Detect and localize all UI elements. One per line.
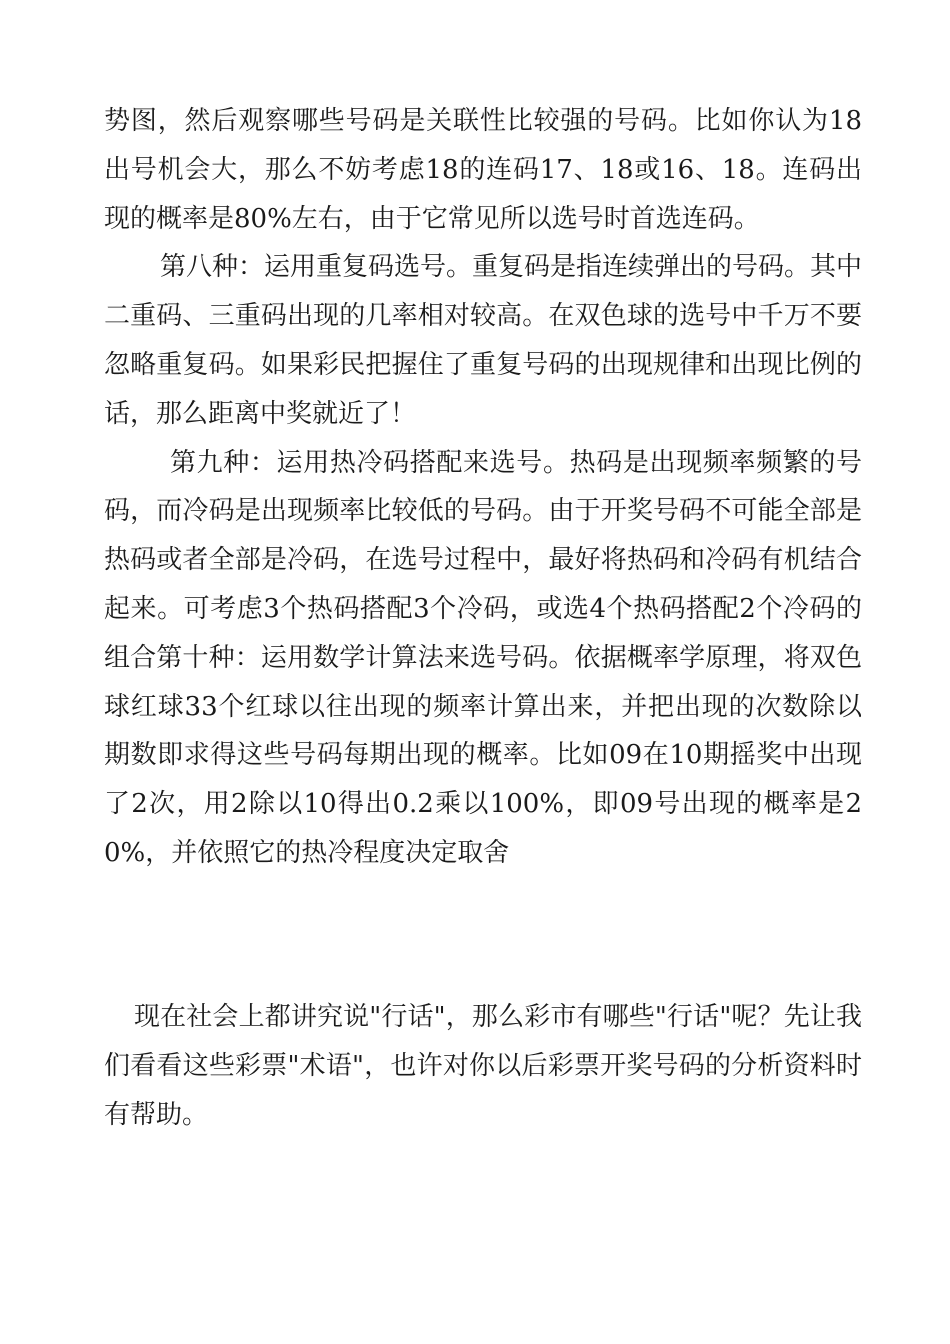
body-text-section — [104, 97, 862, 878]
paragraph-method-nine-ten: 第九种：运用热冷码搭配来选号。热码是出现频率频繁的号码，而冷码是出现频率比较低的号码。由于开奖号码不可能全部是热码或者全部是冷码，在选号过程中，最好将热码和冷码有机结合起来。可考虑3个热码搭配3个冷码，或选4个热码搭配2个冷码的组合第十种：运用数学计算法来选号码。依据概率学原理，将双色球红球33个红球以往出现的频率计算出来，并把出现的次数除以期数即求得这些号码每期出现的概率。比如09在10期摇奖中出现了2次，用2除以10得出0.2乘以100%，即09号出现的概率是20%，并依照它的热冷程度决定取舍 — [104, 447, 862, 868]
paragraph-method-eight: 第八种：运用重复码选号。重复码是指连续弹出的号码。其中二重码、三重码出现的几率相对较高。在双色球的选号中千万不要忽略重复码。如果彩民把握住了重复号码的出现规律和出现比例的话，那么距离中奖就近了！ — [104, 252, 863, 429]
jargon-intro-section — [104, 993, 862, 1139]
paragraph-jargon-intro: 现在社会上都讲究说"行话"，那么彩市有哪些"行话"呢？先让我们看看这些彩票"术语"，也许对你以后彩票开奖号码的分析资料时有帮助。 — [104, 1002, 862, 1130]
paragraph-related-numbers: 势图，然后观察哪些号码是关联性比较强的号码。比如你认为18出号机会大，那么不妨考虑18的连码17、18或16、18。连码出现的概率是80%左右，由于它常见所以选号时首选连码。 — [104, 106, 862, 234]
